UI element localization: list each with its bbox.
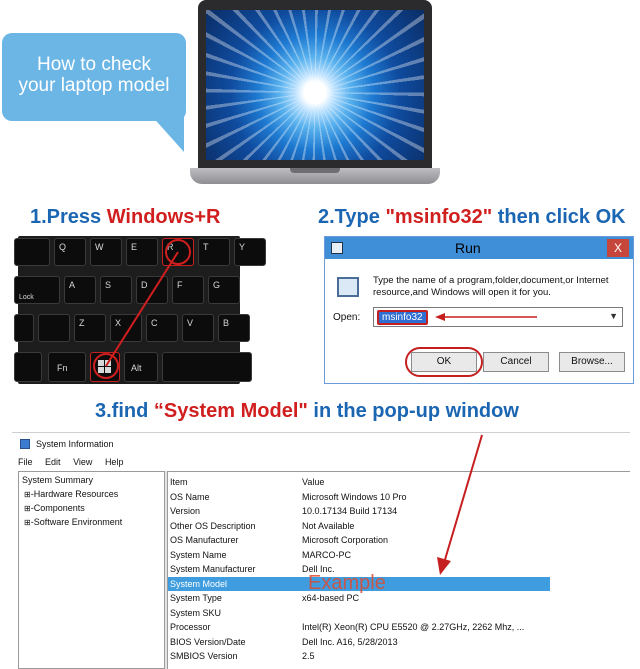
key-r: R [162,238,194,266]
expand-icon[interactable]: ⊞ [24,504,31,513]
table-row[interactable]: BIOS Version/Date Dell Inc. A16, 5/28/2013 [170,637,398,647]
key-a: A [64,276,96,304]
tree-item-hardware-resources[interactable]: ⊞-Hardware Resources [24,489,119,499]
key-caps-lock: Lock [14,276,60,304]
tree-item-components[interactable]: ⊞-Components [24,503,85,513]
system-information-window [12,432,630,668]
table-row[interactable]: System SKU [170,608,222,618]
close-button[interactable]: X [607,239,629,257]
browse-button[interactable]: Browse... [559,352,625,372]
expand-icon[interactable]: ⊞ [24,490,31,499]
step3-heading: 3.find “System Model" in the pop-up window [95,400,519,422]
table-row[interactable]: System Type x64-based PC [170,593,360,603]
example-watermark: Example [308,572,386,594]
key-w: W [90,238,122,266]
keyboard-photo [18,236,246,384]
connector-line [18,236,240,384]
key-c: C [146,314,178,342]
menu-edit[interactable]: Edit [45,457,61,467]
bubble-text: How to check your laptop model [18,54,170,96]
table-row-system-model[interactable]: System Model [168,577,550,591]
step1-heading: 1.Press Windows+R [30,206,221,228]
key-s: S [100,276,132,304]
key-y: Y [234,238,266,266]
run-dialog [324,236,634,384]
table-row[interactable]: Other OS Description Not Available [170,521,355,531]
key-e: E [126,238,158,266]
column-header-item[interactable]: Item [170,477,188,487]
tree-item-software-environment[interactable]: ⊞-Software Environment [24,517,123,527]
speech-bubble-tail [150,114,184,152]
open-label: Open: [333,312,361,323]
key-z: Z [74,314,106,342]
cancel-button[interactable]: Cancel [483,352,549,372]
open-input-value: msinfo32 [377,310,428,325]
expand-icon[interactable]: ⊞ [24,518,31,527]
table-row[interactable]: Version 10.0.17134 Build 17134 [170,506,398,516]
key-d: D [136,276,168,304]
table-row[interactable]: OS Manufacturer Microsoft Corporation [170,535,389,545]
key-x: X [110,314,142,342]
table-row[interactable]: System Name MARCO-PC [170,550,351,560]
menu-view[interactable]: View [73,457,93,467]
run-description: Type the name of a program,folder,document,or Internet resource,and Windows will open it for you. [373,275,609,298]
table-row[interactable]: System Manufacturer Dell Inc. [170,564,335,574]
ok-button[interactable]: OK [411,352,477,372]
laptop-screen [198,0,432,168]
menu-file[interactable]: File [18,457,33,467]
step2-heading: 2.Type "msinfo32" then click OK [318,206,626,228]
wallpaper [206,10,424,160]
key-fn: Fn [48,352,86,382]
table-row[interactable]: Processor Intel(R) Xeon(R) CPU E5520 @ 2.27GHz, 2262 Mhz, ... [170,622,525,632]
key-g: G [208,276,240,304]
key-t: T [198,238,230,266]
laptop-illustration [190,0,440,190]
chevron-down-icon[interactable]: ▼ [609,311,618,321]
key-v: V [182,314,214,342]
column-header-value[interactable]: Value [302,477,325,487]
key-b: B [218,314,250,342]
key-alt: Alt [124,352,158,382]
pointer-arrow [12,433,630,669]
tree-item-system-summary[interactable]: System Summary [22,475,94,485]
table-row[interactable]: OS Name Microsoft Windows 10 Pro [170,492,407,502]
key-f: F [172,276,204,304]
sysinfo-title: System Information [36,439,114,449]
key-q: Q [54,238,86,266]
menu-help[interactable]: Help [104,457,124,467]
table-row[interactable]: SMBIOS Version 2.5 [170,651,315,661]
run-title: Run [455,240,481,256]
